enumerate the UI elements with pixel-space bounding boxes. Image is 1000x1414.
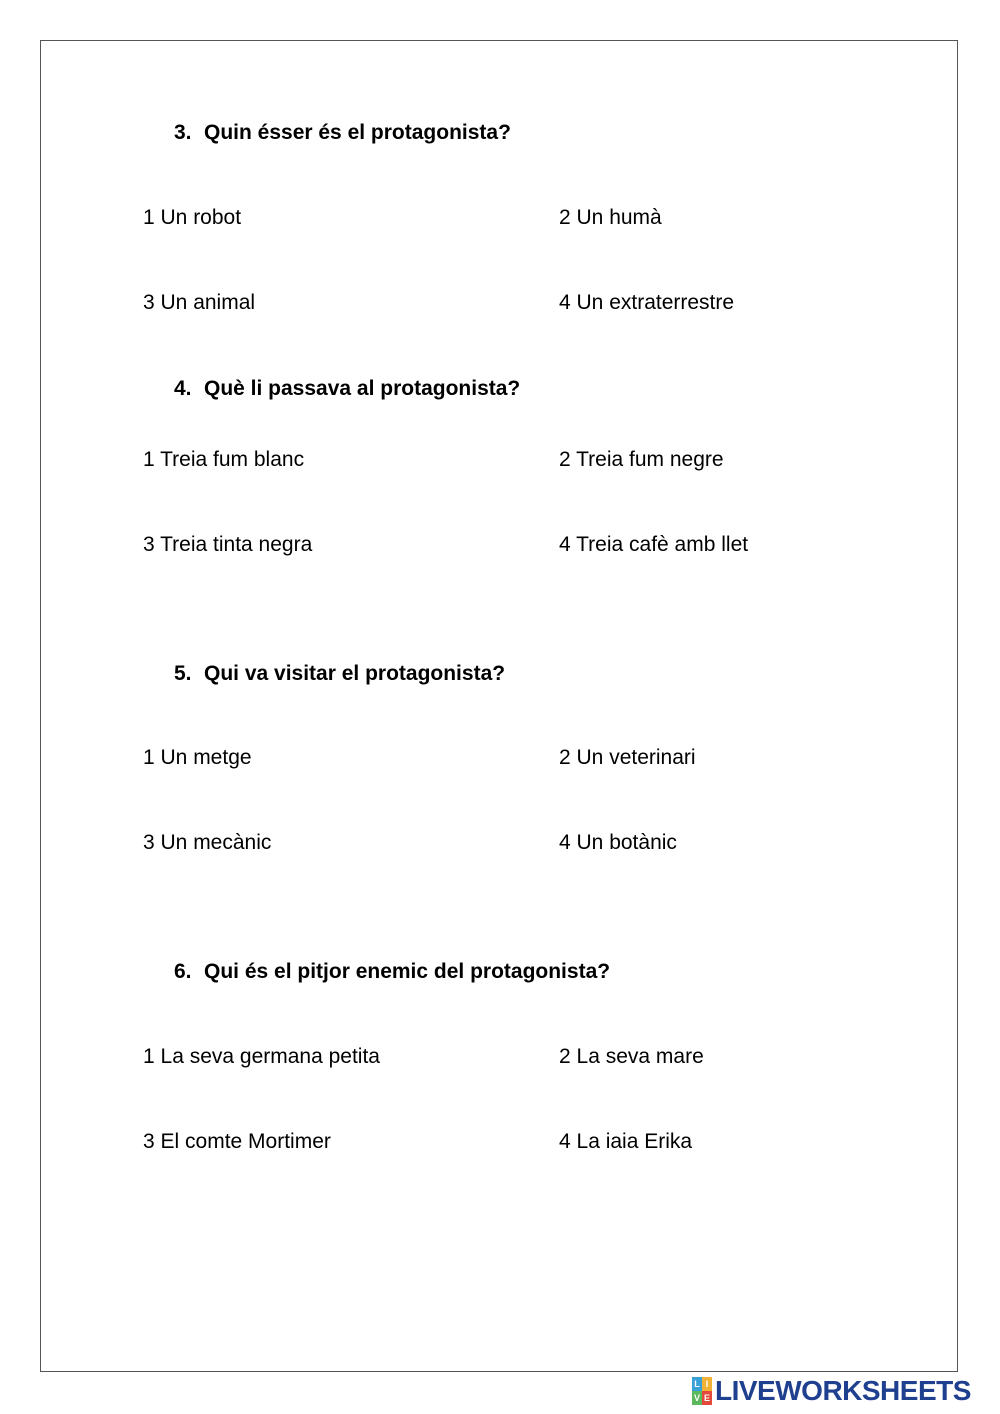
question-3-heading xyxy=(174,121,511,145)
question-4-option-3[interactable]: 3 Treia tinta negra xyxy=(143,533,313,556)
question-6-option-4[interactable]: 4 La iaia Erika xyxy=(559,1130,693,1153)
question-5-option-1[interactable]: 1 Un metge xyxy=(143,746,252,769)
question-4-option-2[interactable]: 2 Treia fum negre xyxy=(559,448,724,471)
question-number: 4. xyxy=(174,377,192,400)
liveworksheets-logo-icon xyxy=(692,1377,712,1405)
question-5-option-3[interactable]: 3 Un mecànic xyxy=(143,831,272,854)
question-text: Qui va visitar el protagonista? xyxy=(204,662,506,685)
logo-mark-letter: V xyxy=(693,1393,700,1403)
page-frame xyxy=(40,40,958,1372)
question-number: 5. xyxy=(174,662,192,685)
question-3-option-1[interactable]: 1 Un robot xyxy=(143,206,242,229)
question-3-option-4[interactable]: 4 Un extraterrestre xyxy=(559,291,735,314)
question-number: 6. xyxy=(174,960,192,983)
question-6-option-1[interactable]: 1 La seva germana petita xyxy=(143,1045,380,1068)
question-text: Quin ésser és el protagonista? xyxy=(204,121,511,144)
question-3-option-2[interactable]: 2 Un humà xyxy=(559,206,662,229)
question-4-option-4[interactable]: 4 Treia cafè amb llet xyxy=(559,533,749,556)
question-6-option-2[interactable]: 2 La seva mare xyxy=(559,1045,704,1068)
logo-mark-letter: I xyxy=(702,1377,712,1391)
question-6-heading xyxy=(174,960,610,984)
question-text: Què li passava al protagonista? xyxy=(204,377,521,400)
question-5-option-2[interactable]: 2 Un veterinari xyxy=(559,746,696,769)
question-3-option-3[interactable]: 3 Un animal xyxy=(143,291,256,314)
question-4-option-1[interactable]: 1 Treia fum blanc xyxy=(143,448,305,471)
question-5-option-4[interactable]: 4 Un botànic xyxy=(559,831,677,854)
question-text: Qui és el pitjor enemic del protagonista? xyxy=(204,960,611,983)
question-number: 3. xyxy=(174,121,192,144)
question-5-heading xyxy=(174,662,505,686)
logo-mark-letter: E xyxy=(703,1393,710,1403)
logo-text: LIVEWORKSHEETS xyxy=(715,1375,971,1406)
liveworksheets-logo[interactable] xyxy=(692,1376,971,1406)
question-4-heading xyxy=(174,377,520,401)
logo-mark-letter: L xyxy=(692,1377,702,1391)
question-6-option-3[interactable]: 3 El comte Mortimer xyxy=(143,1130,331,1153)
